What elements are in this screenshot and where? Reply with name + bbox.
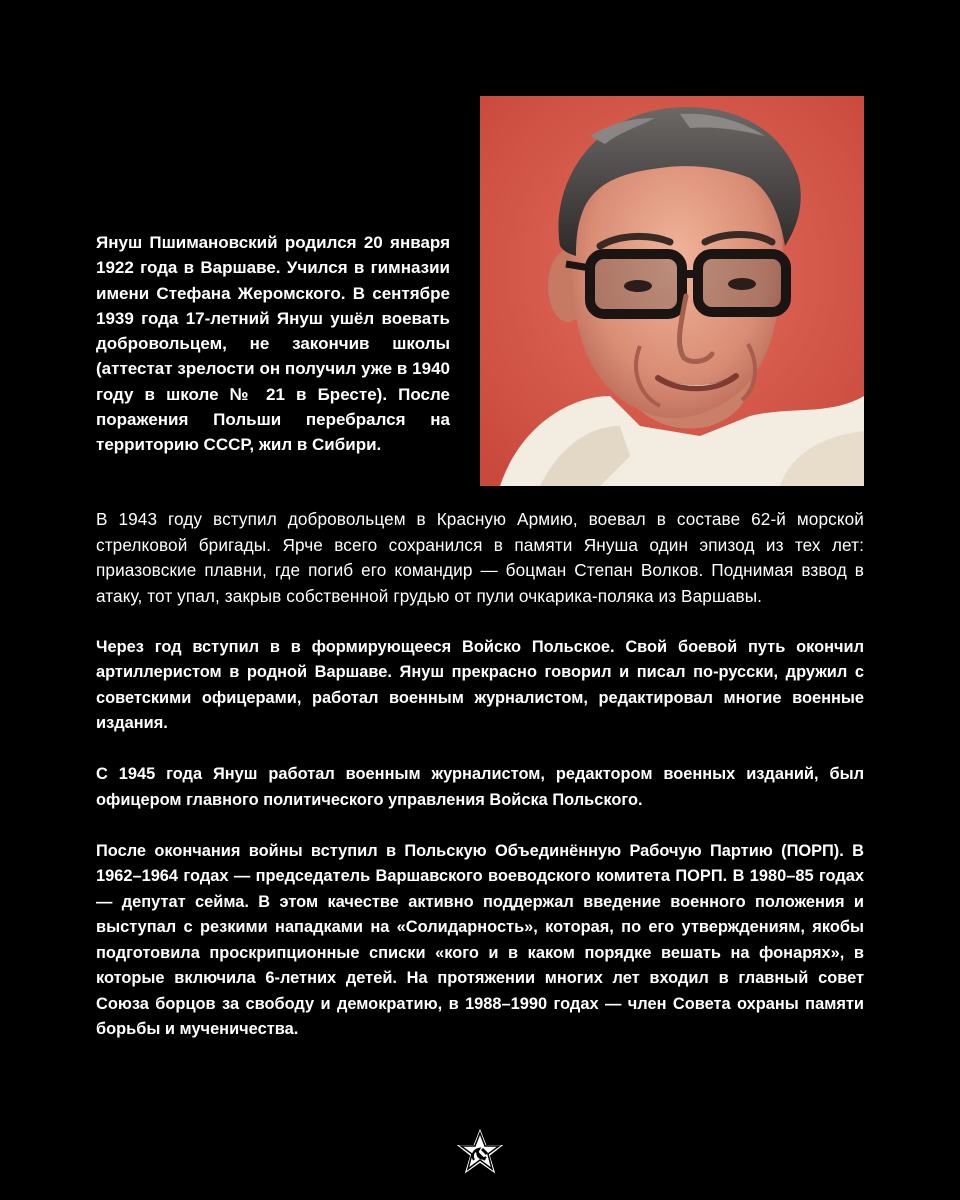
paragraph-1943: В 1943 году вступил добровольцем в Красную Армию, воевал в составе 62-й морской стрелковой бригады. Ярче всего сохранился в памяти Януша один эпизод из тех лет: приазовские плавни, где погиб его командир — боцман Степан Волков. Поднимая взвод в атаку, тот упал, закрыв собственной грудью от пули очкарика-поляка из Варшавы. [96, 509, 864, 606]
article-body [96, 507, 864, 1068]
star-hammer-sickle-icon [451, 1124, 509, 1180]
portrait-photo [480, 96, 864, 486]
paragraph-polish-army: Через год вступил в в формирующееся Войско Польское. Свой боевой путь окончил артиллеристом в родной Варшаве. Януш прекрасно говорил и писал по-русски, дружил с советскими офицерами, работал военным журналистом, редактировал многие военные издания. [96, 637, 864, 732]
paragraph-porp: После окончания войны вступил в Польскую Объединённую Рабочую Партию (ПОРП). В 1962–1964 годах — председатель Варшавского воеводского комитета ПОРП. В 1980–85 годах — депутат сейма. В этом качестве активно поддержал введение военного положения и выступал с резкими нападками на «Солидарность», которая, по его утверждениям, якобы подготовила проскрипционные списки «кого и в каком порядке вешать на фонарях», в которые включила 6-летних детей. На протяжении многих лет входил в главный совет Союза борцов за свободу и демократию, в 1988–1990 годах — член Совета охраны памяти борьбы и мученичества. [96, 841, 864, 1038]
portrait-illustration [480, 96, 864, 486]
intro-paragraph: Януш Пшимановский родился 20 января 1922 года в Варшаве. Учился в гимназии имени Стефана Жеромского. В сентябре 1939 года 17-летний Януш ушёл воевать добровольцем, не закончив школы (аттестат зрелости он получил уже в 1940 году в школе № 21 в Бресте). После поражения Польши перебрался на территорию СССР, жил в Сибири. [96, 233, 450, 455]
paragraph-1945: С 1945 года Януш работал военным журналистом, редактором военных изданий, был офицером главного политического управления Войска Польского. [96, 765, 864, 809]
